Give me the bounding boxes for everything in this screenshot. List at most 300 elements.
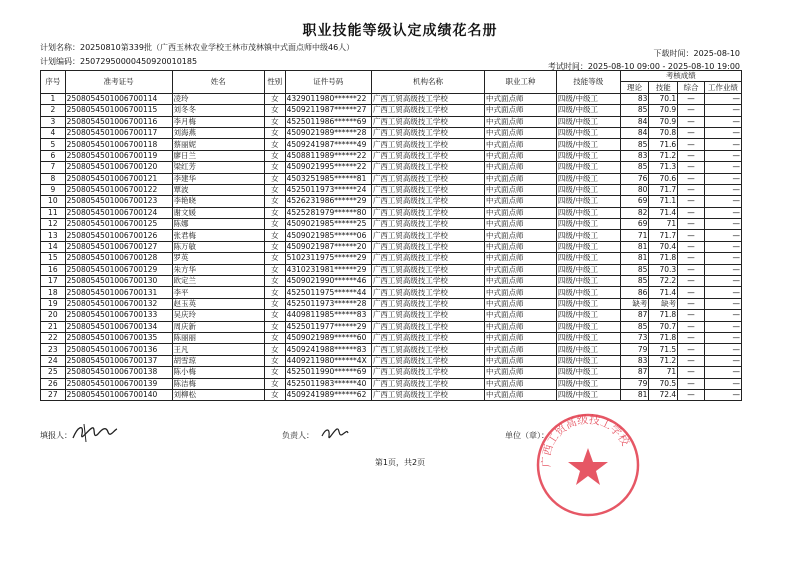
- row-job: 中式面点师: [484, 310, 556, 321]
- row-id: 4409211980******4X: [285, 355, 371, 366]
- row-name: 刘冬冬: [172, 105, 265, 116]
- header-row: [41, 71, 742, 82]
- row-id: 4310231981******29: [285, 264, 371, 275]
- row-theory: 84: [620, 127, 649, 138]
- plan-code: 25072950000450920010185: [80, 57, 198, 66]
- row-work: —: [704, 184, 741, 195]
- row-name: 陈娜: [172, 219, 265, 230]
- row-theory: 83: [620, 355, 649, 366]
- unit-label: 单位（章）：: [505, 431, 549, 440]
- row-gender: 女: [265, 355, 286, 366]
- table-row: [41, 355, 742, 366]
- row-comprehensive: —: [678, 321, 705, 332]
- row-name: 吴庆玲: [172, 310, 265, 321]
- row-name: 梁红芳: [172, 162, 265, 173]
- row-gender: 女: [265, 127, 286, 138]
- row-comprehensive: —: [678, 139, 705, 150]
- row-org: 广西工贸高级技工学校: [371, 207, 484, 218]
- row-ticket: 2508054501006700122: [65, 184, 172, 195]
- row-theory: 85: [620, 264, 649, 275]
- table-row: [41, 321, 742, 332]
- document-title: 职业技能等级认定成绩花名册: [302, 23, 498, 39]
- row-work: —: [704, 298, 741, 309]
- row-skill: 71.2: [649, 355, 678, 366]
- row-name: 谢文媛: [172, 207, 265, 218]
- row-comprehensive: —: [678, 230, 705, 241]
- row-level: 四级/中级工: [556, 276, 620, 287]
- row-org: 广西工贸高级技工学校: [371, 196, 484, 207]
- row-seq: 4: [41, 127, 66, 138]
- row-seq: 16: [41, 264, 66, 275]
- row-id: 4509021989******28: [285, 127, 371, 138]
- row-ticket: 2508054501006700127: [65, 241, 172, 252]
- plan-code-label: 计划编码：: [40, 57, 80, 66]
- page-indicator: 第1页，共2页: [374, 458, 426, 467]
- row-skill: 70.5: [649, 378, 678, 389]
- responsible-signature: [320, 424, 350, 444]
- row-skill: 71.3: [649, 162, 678, 173]
- row-theory: 76: [620, 173, 649, 184]
- table-row: [41, 162, 742, 173]
- row-skill: 72.2: [649, 276, 678, 287]
- row-skill: 71.5: [649, 344, 678, 355]
- row-name: 陈万敏: [172, 241, 265, 252]
- row-work: —: [704, 321, 741, 332]
- seal-star-icon: [568, 448, 608, 485]
- row-level: 四级/中级工: [556, 207, 620, 218]
- table-row: [41, 116, 742, 127]
- row-comprehensive: —: [678, 276, 705, 287]
- row-ticket: 2508054501006700121: [65, 173, 172, 184]
- row-skill: 71.2: [649, 150, 678, 161]
- row-job: 中式面点师: [484, 173, 556, 184]
- row-id: 4509021990******46: [285, 276, 371, 287]
- row-theory: 79: [620, 378, 649, 389]
- row-id: 4509021989******60: [285, 332, 371, 343]
- row-org: 广西工贸高级技工学校: [371, 162, 484, 173]
- row-work: —: [704, 219, 741, 230]
- row-level: 四级/中级工: [556, 150, 620, 161]
- row-skill: 70.7: [649, 321, 678, 332]
- row-gender: 女: [265, 378, 286, 389]
- row-gender: 女: [265, 332, 286, 343]
- row-work: —: [704, 230, 741, 241]
- row-theory: 87: [620, 310, 649, 321]
- row-id: 4525011973******28: [285, 298, 371, 309]
- row-org: 广西工贸高级技工学校: [371, 264, 484, 275]
- header-seq: 序号: [41, 71, 66, 94]
- row-skill: 70.9: [649, 105, 678, 116]
- row-job: 中式面点师: [484, 230, 556, 241]
- row-theory: 81: [620, 253, 649, 264]
- row-org: 广西工贸高级技工学校: [371, 173, 484, 184]
- row-job: 中式面点师: [484, 332, 556, 343]
- row-comprehensive: —: [678, 196, 705, 207]
- plan-name-label: 计划名称：: [40, 43, 80, 52]
- row-theory: 71: [620, 230, 649, 241]
- row-theory: 83: [620, 93, 649, 104]
- row-level: 四级/中级工: [556, 287, 620, 298]
- row-id: 4508811989******22: [285, 150, 371, 161]
- row-seq: 1: [41, 93, 66, 104]
- row-seq: 14: [41, 241, 66, 252]
- row-theory: 81: [620, 389, 649, 400]
- row-level: 四级/中级工: [556, 184, 620, 195]
- row-ticket: 2508054501006700126: [65, 230, 172, 241]
- row-org: 广西工贸高级技工学校: [371, 184, 484, 195]
- exam-time: 2025-08-10 09:00 - 2025-08-10 19:00: [587, 62, 740, 71]
- row-gender: 女: [265, 207, 286, 218]
- row-name: 王凡: [172, 344, 265, 355]
- row-name: 李建华: [172, 173, 265, 184]
- row-seq: 22: [41, 332, 66, 343]
- row-org: 广西工贸高级技工学校: [371, 389, 484, 400]
- row-ticket: 2508054501006700118: [65, 139, 172, 150]
- row-ticket: 2508054501006700131: [65, 287, 172, 298]
- table-row: [41, 196, 742, 207]
- row-skill: 71: [649, 367, 678, 378]
- row-ticket: 2508054501006700116: [65, 116, 172, 127]
- header-ticket: 准考证号: [65, 71, 172, 94]
- row-org: 广西工贸高级技工学校: [371, 378, 484, 389]
- table-row: [41, 219, 742, 230]
- row-seq: 21: [41, 321, 66, 332]
- row-job: 中式面点师: [484, 219, 556, 230]
- score-table: [40, 70, 742, 401]
- row-job: 中式面点师: [484, 389, 556, 400]
- row-level: 四级/中级工: [556, 219, 620, 230]
- row-id: 5102311975******29: [285, 253, 371, 264]
- row-work: —: [704, 389, 741, 400]
- row-org: 广西工贸高级技工学校: [371, 332, 484, 343]
- row-job: 中式面点师: [484, 367, 556, 378]
- plan-code-line: [40, 56, 197, 67]
- row-org: 广西工贸高级技工学校: [371, 127, 484, 138]
- row-theory: 85: [620, 276, 649, 287]
- row-level: 四级/中级工: [556, 139, 620, 150]
- row-level: 四级/中级工: [556, 230, 620, 241]
- row-org: 广西工贸高级技工学校: [371, 355, 484, 366]
- header-level: 技能等级: [556, 71, 620, 94]
- row-skill: 72.4: [649, 389, 678, 400]
- table-row: [41, 276, 742, 287]
- exam-time-label: 考试时间：: [547, 62, 588, 71]
- row-gender: 女: [265, 196, 286, 207]
- row-gender: 女: [265, 116, 286, 127]
- row-id: 4525011983******40: [285, 378, 371, 389]
- row-id: 4509021985******25: [285, 219, 371, 230]
- row-gender: 女: [265, 276, 286, 287]
- row-org: 广西工贸高级技工学校: [371, 253, 484, 264]
- row-skill: 71.8: [649, 253, 678, 264]
- filler-label: 填报人：: [40, 431, 72, 440]
- row-gender: 女: [265, 389, 286, 400]
- row-id: 4509211987******27: [285, 105, 371, 116]
- row-skill: 70.9: [649, 116, 678, 127]
- row-org: 广西工贸高级技工学校: [371, 298, 484, 309]
- row-seq: 19: [41, 298, 66, 309]
- row-seq: 3: [41, 116, 66, 127]
- row-level: 四级/中级工: [556, 298, 620, 309]
- row-seq: 13: [41, 230, 66, 241]
- header-comprehensive: 综合: [678, 82, 705, 93]
- row-work: —: [704, 355, 741, 366]
- row-gender: 女: [265, 264, 286, 275]
- row-work: —: [704, 127, 741, 138]
- row-job: 中式面点师: [484, 276, 556, 287]
- row-seq: 7: [41, 162, 66, 173]
- row-gender: 女: [265, 230, 286, 241]
- row-seq: 10: [41, 196, 66, 207]
- table-row: [41, 139, 742, 150]
- row-id: 4525011977******29: [285, 321, 371, 332]
- row-name: 刘海燕: [172, 127, 265, 138]
- row-ticket: 2508054501006700129: [65, 264, 172, 275]
- row-gender: 女: [265, 105, 286, 116]
- header-job: 职业工种: [484, 71, 556, 94]
- row-org: 广西工贸高级技工学校: [371, 344, 484, 355]
- row-ticket: 2508054501006700119: [65, 150, 172, 161]
- row-ticket: 2508054501006700135: [65, 332, 172, 343]
- row-job: 中式面点师: [484, 355, 556, 366]
- row-skill: 70.1: [649, 93, 678, 104]
- table-row: [41, 93, 742, 104]
- table-body: [41, 93, 742, 401]
- row-ticket: 2508054501006700136: [65, 344, 172, 355]
- row-ticket: 2508054501006700120: [65, 162, 172, 173]
- download-time: 2025-08-10: [693, 49, 740, 58]
- row-theory: 85: [620, 139, 649, 150]
- row-skill: 71.1: [649, 196, 678, 207]
- header-org: 机构名称: [371, 71, 484, 94]
- row-ticket: 2508054501006700125: [65, 219, 172, 230]
- table-row: [41, 127, 742, 138]
- row-seq: 24: [41, 355, 66, 366]
- row-id: 4525011990******69: [285, 367, 371, 378]
- row-comprehensive: —: [678, 219, 705, 230]
- row-comprehensive: —: [678, 150, 705, 161]
- row-id: 4525281979******80: [285, 207, 371, 218]
- row-org: 广西工贸高级技工学校: [371, 219, 484, 230]
- row-work: —: [704, 105, 741, 116]
- table-row: [41, 184, 742, 195]
- table-row: [41, 367, 742, 378]
- row-theory: 缺考: [620, 298, 649, 309]
- row-job: 中式面点师: [484, 207, 556, 218]
- row-level: 四级/中级工: [556, 389, 620, 400]
- row-org: 广西工贸高级技工学校: [371, 139, 484, 150]
- row-job: 中式面点师: [484, 321, 556, 332]
- plan-name: 20250810第339批（广西玉林农业学校王林市茂林镇中式面点师中级46人）: [80, 43, 355, 52]
- row-seq: 9: [41, 184, 66, 195]
- row-id: 4509021985******06: [285, 230, 371, 241]
- row-comprehensive: —: [678, 173, 705, 184]
- row-theory: 83: [620, 150, 649, 161]
- table-row: [41, 389, 742, 400]
- row-theory: 69: [620, 196, 649, 207]
- row-name: 周庆新: [172, 321, 265, 332]
- row-org: 广西工贸高级技工学校: [371, 367, 484, 378]
- row-gender: 女: [265, 93, 286, 104]
- row-comprehensive: —: [678, 127, 705, 138]
- row-ticket: 2508054501006700130: [65, 276, 172, 287]
- row-work: —: [704, 196, 741, 207]
- row-gender: 女: [265, 298, 286, 309]
- row-level: 四级/中级工: [556, 116, 620, 127]
- row-id: 4525011973******24: [285, 184, 371, 195]
- row-ticket: 2508054501006700123: [65, 196, 172, 207]
- row-job: 中式面点师: [484, 105, 556, 116]
- row-org: 广西工贸高级技工学校: [371, 287, 484, 298]
- row-org: 广西工贸高级技工学校: [371, 105, 484, 116]
- row-seq: 12: [41, 219, 66, 230]
- row-ticket: 2508054501006700128: [65, 253, 172, 264]
- row-name: 李艳晓: [172, 196, 265, 207]
- row-seq: 15: [41, 253, 66, 264]
- row-comprehensive: —: [678, 105, 705, 116]
- row-org: 广西工贸高级技工学校: [371, 321, 484, 332]
- row-skill: 70.6: [649, 173, 678, 184]
- row-theory: 86: [620, 287, 649, 298]
- row-comprehensive: —: [678, 378, 705, 389]
- header-work: 工作业绩: [704, 82, 741, 93]
- row-skill: 缺考: [649, 298, 678, 309]
- row-name: 赵玉英: [172, 298, 265, 309]
- row-job: 中式面点师: [484, 184, 556, 195]
- row-level: 四级/中级工: [556, 355, 620, 366]
- row-name: 覃波: [172, 184, 265, 195]
- row-comprehensive: —: [678, 116, 705, 127]
- row-id: 4509241987******49: [285, 139, 371, 150]
- header-id: 证件号码: [285, 71, 371, 94]
- row-id: 4525011986******69: [285, 116, 371, 127]
- row-name: 李平: [172, 287, 265, 298]
- row-level: 四级/中级工: [556, 332, 620, 343]
- row-ticket: 2508054501006700124: [65, 207, 172, 218]
- row-theory: 81: [620, 241, 649, 252]
- row-name: 欧定兰: [172, 276, 265, 287]
- row-comprehensive: —: [678, 298, 705, 309]
- row-comprehensive: —: [678, 241, 705, 252]
- row-theory: 84: [620, 116, 649, 127]
- row-theory: 82: [620, 207, 649, 218]
- row-id: 4526231986******29: [285, 196, 371, 207]
- row-level: 四级/中级工: [556, 241, 620, 252]
- row-seq: 11: [41, 207, 66, 218]
- row-level: 四级/中级工: [556, 93, 620, 104]
- row-id: 4329011980******22: [285, 93, 371, 104]
- row-ticket: 250805450100670011​4: [65, 93, 172, 104]
- row-gender: 女: [265, 162, 286, 173]
- row-name: 胡雪琼: [172, 355, 265, 366]
- row-name: 蔡丽妮: [172, 139, 265, 150]
- row-ticket: 2508054501006700139: [65, 378, 172, 389]
- row-skill: 71: [649, 219, 678, 230]
- row-skill: 70.4: [649, 241, 678, 252]
- row-work: —: [704, 378, 741, 389]
- row-comprehensive: —: [678, 93, 705, 104]
- table-row: [41, 230, 742, 241]
- row-comprehensive: —: [678, 287, 705, 298]
- row-job: 中式面点师: [484, 150, 556, 161]
- row-name: 罗英: [172, 253, 265, 264]
- row-id: 4509021987******20: [285, 241, 371, 252]
- row-seq: 23: [41, 344, 66, 355]
- row-job: 中式面点师: [484, 287, 556, 298]
- table-row: [41, 378, 742, 389]
- row-work: —: [704, 310, 741, 321]
- row-job: 中式面点师: [484, 241, 556, 252]
- row-theory: 87: [620, 367, 649, 378]
- row-job: 中式面点师: [484, 162, 556, 173]
- filler-signature: [70, 420, 120, 446]
- row-job: 中式面点师: [484, 139, 556, 150]
- row-work: —: [704, 139, 741, 150]
- row-ticket: 2508054501006700138: [65, 367, 172, 378]
- header-theory: 理论: [620, 82, 649, 93]
- download-time-line: [654, 48, 741, 59]
- row-name: 廖日兰: [172, 150, 265, 161]
- row-comprehensive: —: [678, 355, 705, 366]
- row-level: 四级/中级工: [556, 162, 620, 173]
- row-comprehensive: —: [678, 344, 705, 355]
- row-seq: 27: [41, 389, 66, 400]
- row-skill: 71.4: [649, 207, 678, 218]
- row-org: 广西工贸高级技工学校: [371, 276, 484, 287]
- official-seal: [533, 410, 643, 520]
- row-theory: 79: [620, 344, 649, 355]
- row-work: —: [704, 367, 741, 378]
- row-level: 四级/中级工: [556, 196, 620, 207]
- table-row: [41, 105, 742, 116]
- header-scores: 考核成绩: [620, 71, 741, 82]
- row-gender: 女: [265, 287, 286, 298]
- row-seq: 25: [41, 367, 66, 378]
- row-work: —: [704, 150, 741, 161]
- table-row: [41, 253, 742, 264]
- row-ticket: 2508054501006700132: [65, 298, 172, 309]
- row-seq: 20: [41, 310, 66, 321]
- row-work: —: [704, 241, 741, 252]
- row-level: 四级/中级工: [556, 367, 620, 378]
- row-id: 4509241989******62: [285, 389, 371, 400]
- row-ticket: 2508054501006700134: [65, 321, 172, 332]
- row-theory: 69: [620, 219, 649, 230]
- table-row: [41, 344, 742, 355]
- plan-name-line: [40, 42, 354, 53]
- row-skill: 70.8: [649, 127, 678, 138]
- row-comprehensive: —: [678, 207, 705, 218]
- row-gender: 女: [265, 321, 286, 332]
- row-name: 李月梅: [172, 116, 265, 127]
- row-work: —: [704, 344, 741, 355]
- row-job: 中式面点师: [484, 196, 556, 207]
- row-comprehensive: —: [678, 310, 705, 321]
- row-gender: 女: [265, 253, 286, 264]
- row-gender: 女: [265, 241, 286, 252]
- row-id: 4509021995******22: [285, 162, 371, 173]
- row-job: 中式面点师: [484, 344, 556, 355]
- row-comprehensive: —: [678, 253, 705, 264]
- row-comprehensive: —: [678, 332, 705, 343]
- row-job: 中式面点师: [484, 298, 556, 309]
- row-id: 4503251985******81: [285, 173, 371, 184]
- table-row: [41, 207, 742, 218]
- row-name: 陈小梅: [172, 367, 265, 378]
- row-org: 广西工贸高级技工学校: [371, 116, 484, 127]
- row-org: 广西工贸高级技工学校: [371, 241, 484, 252]
- table-row: [41, 241, 742, 252]
